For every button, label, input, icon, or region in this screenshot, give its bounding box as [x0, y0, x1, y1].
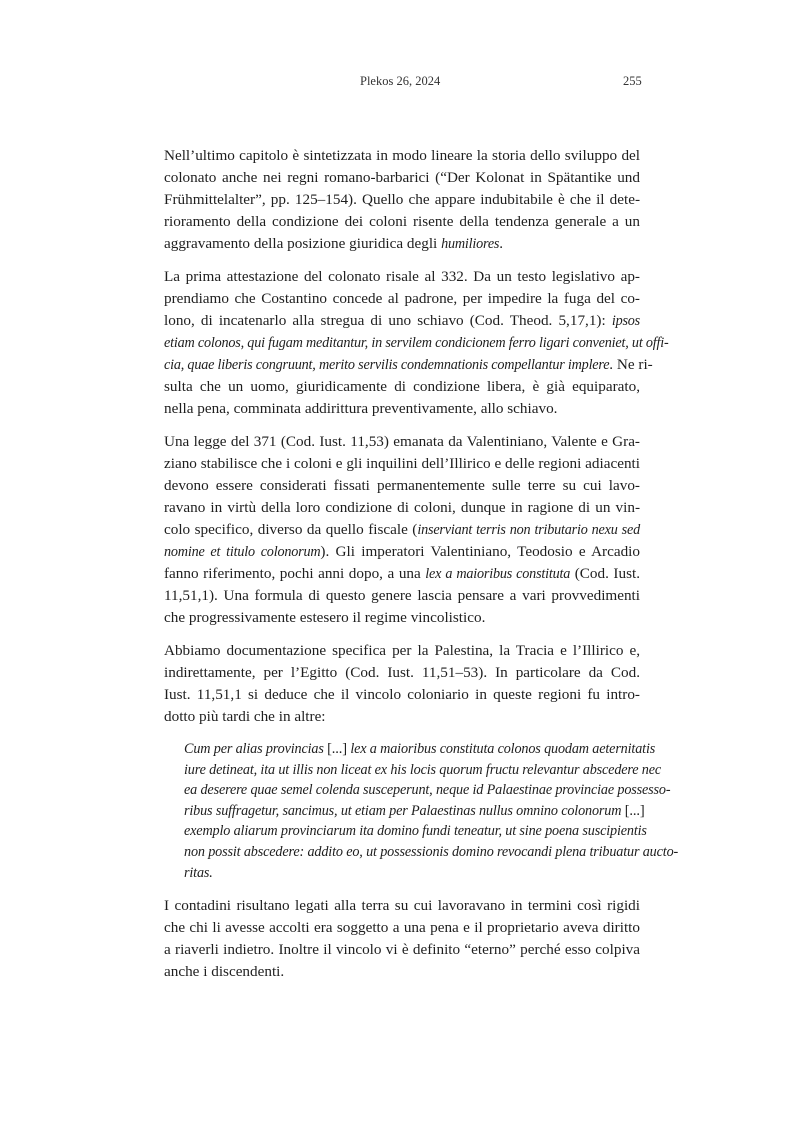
text-line: [164, 640, 640, 662]
text-run: iure detineat, ita ut illis non liceat ex his locis quorum fructu relevantur abscedere nec: [184, 761, 662, 778]
italic-text: cia, quae liberis congruunt, merito servilis condemnationis compellantur implere: [164, 357, 610, 373]
journal-citation: Plekos 26, 2024: [360, 74, 441, 88]
text-line: [184, 780, 671, 801]
text-run: prendiamo che Costantino concede al padrone, per impedire la fuga del co-: [164, 290, 640, 307]
text-run: ravano in virtù della loro condizione di coloni, dunque in ragione di un vin-: [164, 499, 640, 516]
text-line: [164, 332, 669, 354]
text-run: non possit abscedere: addito eo, ut possessionis domino revocandi plena tribuatur aucto-: [184, 843, 679, 860]
text-run: Abbiamo documentazione specifica per la Palestina, la Tracia e l’Illirico e,: [164, 642, 640, 659]
text-run: colo specifico, diverso da quello fiscale (: [164, 521, 418, 538]
text-run: rioramento della condizione dei coloni risente della tendenza generale a un: [164, 213, 640, 230]
text-line: [164, 310, 640, 332]
text-line: [164, 453, 640, 475]
paragraph: [164, 431, 640, 629]
text-line: [164, 662, 640, 684]
text-run: ritas.: [184, 864, 213, 881]
text-line: [164, 961, 640, 983]
italic-text: inserviant terris non tributario nexu sed: [417, 522, 640, 538]
text-run: che progressivamente estesero il regime vincolistico.: [164, 609, 486, 626]
text-line: [164, 706, 640, 728]
paragraph: [164, 145, 640, 255]
text-run: (Cod. Iust.: [570, 565, 641, 582]
text-run: sulta che un uomo, giuridicamente di condizione libera, è già equiparato,: [164, 378, 640, 395]
text-line: [164, 189, 640, 211]
text-run: ziano stabilisce che i coloni e gli inquilini dell’Illirico e delle regioni adiacenti: [164, 455, 640, 472]
text-line: [164, 917, 640, 939]
text-run: nella pena, comminata addirittura preventivamente, allo schiavo.: [164, 400, 558, 417]
paragraph: [164, 895, 640, 983]
running-header: [0, 74, 799, 94]
text-line: [164, 541, 640, 563]
text-line: [184, 863, 640, 884]
text-run: exemplo aliarum provinciarum ita domino fundi teneatur, ut sine poena suscipientis: [184, 823, 647, 840]
text-line: [164, 431, 640, 453]
text-line: [164, 288, 640, 310]
italic-text: ipsos: [611, 313, 640, 329]
text-line: [164, 233, 640, 255]
text-run: Una legge del 371 (Cod. Iust. 11,53) emanata da Valentiniano, Valente e Gra-: [164, 433, 640, 450]
italic-text: nomine et titulo colonorum: [164, 544, 321, 560]
text-line: [164, 895, 640, 917]
text-run: Cum per alias provincias: [184, 741, 328, 757]
text-line: [164, 354, 653, 376]
text-run: che chi li avesse accolti era soggetto a una pena e il proprietario aveva diritto: [164, 919, 640, 937]
block-quote: [184, 739, 679, 883]
text-run: ). Gli imperatori Valentiniano, Teodosio e Arcadio: [320, 543, 640, 560]
text-line: [164, 211, 640, 233]
text-line: [184, 801, 645, 822]
article-body: [164, 145, 679, 994]
text-line: [164, 266, 640, 288]
text-run: I contadini risultano legati alla terra su cui lavoravano in termini così rigidi: [164, 897, 640, 915]
text-run: indirettamente, per l’Egitto (Cod. Iust. 11,51–53). In particolare da Cod.: [164, 664, 640, 681]
italic-text: lex a maioribus constituta: [425, 566, 571, 582]
text-run: anche i discendenti.: [164, 963, 285, 981]
text-run: lex a maioribus constituta colonos quodam aeternitatis: [346, 741, 656, 757]
page-number: 255: [623, 74, 642, 88]
text-run: aggravamento della posizione giuridica degli: [164, 235, 442, 252]
text-run: 11,51,1). Una formula di questo genere lascia pensare a vari provvedimenti: [164, 587, 640, 604]
text-line: [184, 842, 679, 863]
text-run: lono, di incatenarlo alla stregua di uno schiavo (Cod. Theod. 5,17,1):: [164, 312, 612, 329]
text-line: [184, 821, 647, 842]
text-run: devono essere considerati fissati permanentemente sulle terre su cui lavo-: [164, 477, 640, 494]
text-line: [184, 760, 662, 781]
text-run: a riaverli indietro. Inoltre il vincolo vi è definito “eterno” perché esso colpiva: [164, 941, 640, 959]
text-run: [...]: [327, 741, 347, 757]
italic-text: humiliores: [441, 236, 500, 252]
text-run: Iust. 11,51,1 si deduce che il vincolo coloniario in queste regioni fu intro-: [164, 686, 640, 703]
text-line: [184, 739, 656, 760]
text-line: [164, 167, 640, 189]
text-run: ea deserere quae semel colenda susceperunt, neque id Palaestinae provinciae possesso-: [184, 782, 671, 799]
text-line: [164, 585, 640, 607]
text-line: [164, 563, 640, 585]
text-run: dotto più tardi che in altre:: [164, 708, 326, 725]
text-run: . Ne ri-: [609, 356, 653, 373]
text-run: Frühmittelalter”, pp. 125–154). Quello che appare indubitabile è che il dete-: [164, 191, 640, 208]
text-run: La prima attestazione del colonato risale al 332. Da un testo legislativo ap-: [164, 268, 640, 285]
text-run: .: [499, 235, 504, 252]
paragraph: [164, 640, 640, 728]
text-line: [164, 684, 640, 706]
text-line: [164, 519, 640, 541]
text-run: Nell’ultimo capitolo è sintetizzata in modo lineare la storia dello sviluppo del: [164, 147, 640, 164]
text-line: [164, 145, 640, 167]
text-run: ribus suffragetur, sancimus, ut etiam per Palaestinas nullus omnino colonorum: [184, 802, 625, 819]
text-run: colonato anche nei regni romano-barbarici (“Der Kolonat in Spätantike und: [164, 169, 640, 186]
text-line: [164, 475, 640, 497]
text-line: [164, 939, 640, 961]
text-line: [164, 398, 640, 420]
paragraph: [164, 266, 669, 420]
text-line: [164, 376, 640, 398]
text-run: fanno riferimento, pochi anni dopo, a una: [164, 565, 426, 582]
italic-text: etiam colonos, qui fugam meditantur, in servilem condicionem ferro ligari conveniet, ut offi-: [164, 335, 669, 351]
text-line: [164, 607, 640, 629]
text-line: [164, 497, 640, 519]
text-run: [...]: [624, 802, 645, 819]
